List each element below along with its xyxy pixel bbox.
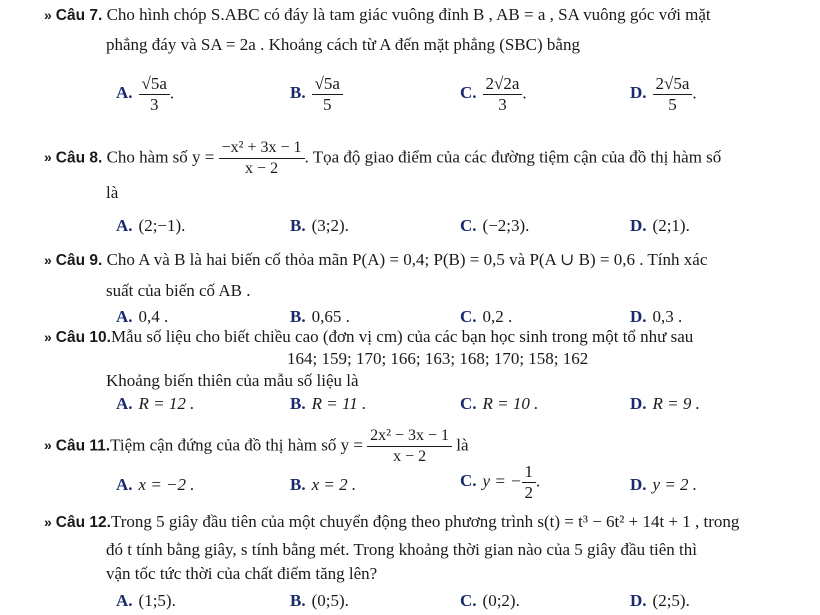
- q11-number: Câu 11.: [55, 437, 111, 455]
- q10-option-c[interactable]: C. R = 10 .: [460, 394, 539, 413]
- q12-number: Câu 12.: [55, 514, 111, 531]
- q12-option-d[interactable]: D. (2;5).: [630, 591, 690, 610]
- q7-option-a[interactable]: A. $\frac{√5a}{3}$ .: [116, 74, 175, 114]
- q11-option-c[interactable]: C. y = − $\frac{1}{2}$ .: [460, 462, 541, 502]
- q7-option-d[interactable]: D. $\frac{2√5a}{5}$ .: [630, 74, 697, 114]
- q12-option-a[interactable]: A. (1;5).: [116, 591, 176, 610]
- q7-option-c[interactable]: C. $\frac{2√2a}{3}$ .: [460, 74, 527, 114]
- q9-number: Câu 9.: [55, 252, 103, 269]
- q8-option-b[interactable]: B. (3;2).: [290, 216, 349, 235]
- q9-option-b[interactable]: B. 0,65 .: [290, 307, 350, 326]
- q10-stem-line1: » Câu 10.Mẫu số liệu cho biết chiều cao (đơn vị cm) của các bạn học sinh trong một tổ như sau: [44, 327, 694, 346]
- q8-option-c[interactable]: C. (−2;3).: [460, 216, 530, 235]
- q9-stem-line1: » Câu 9. Cho A và B là hai biến cố thỏa mãn P(A) = 0,4; P(B) = 0,5 và P(A ∪ B) = 0,6 . Tính xác: [44, 250, 708, 269]
- q8-stem-line1: » Câu 8. Cho hàm số y = $\frac{\text{−x² + 3x − 1}}{x - 2}$ . Tọa độ giao điểm của các đường tiệm cận của đồ thị hàm số: [44, 139, 722, 177]
- q10-data-line: 164; 159; 170; 166; 163; 168; 170; 158; 162: [287, 349, 589, 368]
- q8-option-a[interactable]: A. (2;−1).: [116, 216, 186, 235]
- q12-option-b[interactable]: B. (0;5).: [290, 591, 349, 610]
- q8-number: Câu 8.: [55, 149, 103, 167]
- q12-option-c[interactable]: C. (0;2).: [460, 591, 520, 610]
- q11-option-b[interactable]: B. x = 2 .: [290, 475, 357, 494]
- q10-option-a[interactable]: A. R = 12 .: [116, 394, 195, 413]
- q9-stem-line2: suất của biến cố AB .: [106, 281, 251, 300]
- q10-option-b[interactable]: B. R = 11 .: [290, 394, 367, 413]
- q9-option-c[interactable]: C. 0,2 .: [460, 307, 513, 326]
- q8-stem-line2: là: [106, 183, 119, 202]
- q7-number: Câu 7.: [55, 7, 103, 24]
- q7-stem-line1: » Câu 7. Cho hình chóp S.ABC có đáy là tam giác vuông đỉnh B , AB = a , SA vuông góc với mặt: [44, 5, 711, 24]
- q11-stem-line1: » Câu 11.Tiệm cận đứng của đồ thị hàm số y = $\frac{\text{2x² − 3x − 1}}{x - 2}$ là: [44, 427, 469, 465]
- q11-option-a[interactable]: A. x = −2 .: [116, 475, 195, 494]
- q10-number: Câu 10.: [55, 329, 111, 346]
- q12-stem-line2: đó t tính bằng giây, s tính bằng mét. Trong khoảng thời gian nào của 5 giây đầu tiên thì: [106, 540, 698, 559]
- q8-option-d[interactable]: D. (2;1).: [630, 216, 690, 235]
- q12-stem-line1: » Câu 12.Trong 5 giây đầu tiên của một chuyển động theo phương trình s(t) = t³ − 6t² + 14t + 1 , trong: [44, 512, 740, 531]
- q10-option-d[interactable]: D. R = 9 .: [630, 394, 700, 413]
- q9-option-d[interactable]: D. 0,3 .: [630, 307, 683, 326]
- q7-stem-line2: phẳng đáy và SA = 2a . Khoảng cách từ A đến mặt phẳng (SBC) bằng: [106, 35, 580, 54]
- q9-option-a[interactable]: A. 0,4 .: [116, 307, 169, 326]
- q7-option-b[interactable]: B. $\frac{√5a}{5}$: [290, 74, 343, 115]
- q11-option-d[interactable]: D. y = 2 .: [630, 475, 698, 494]
- q10-stem-line2: Khoảng biến thiên của mẫu số liệu là: [106, 371, 359, 390]
- q12-stem-line3: vận tốc tức thời của chất điểm tăng lên?: [106, 564, 378, 583]
